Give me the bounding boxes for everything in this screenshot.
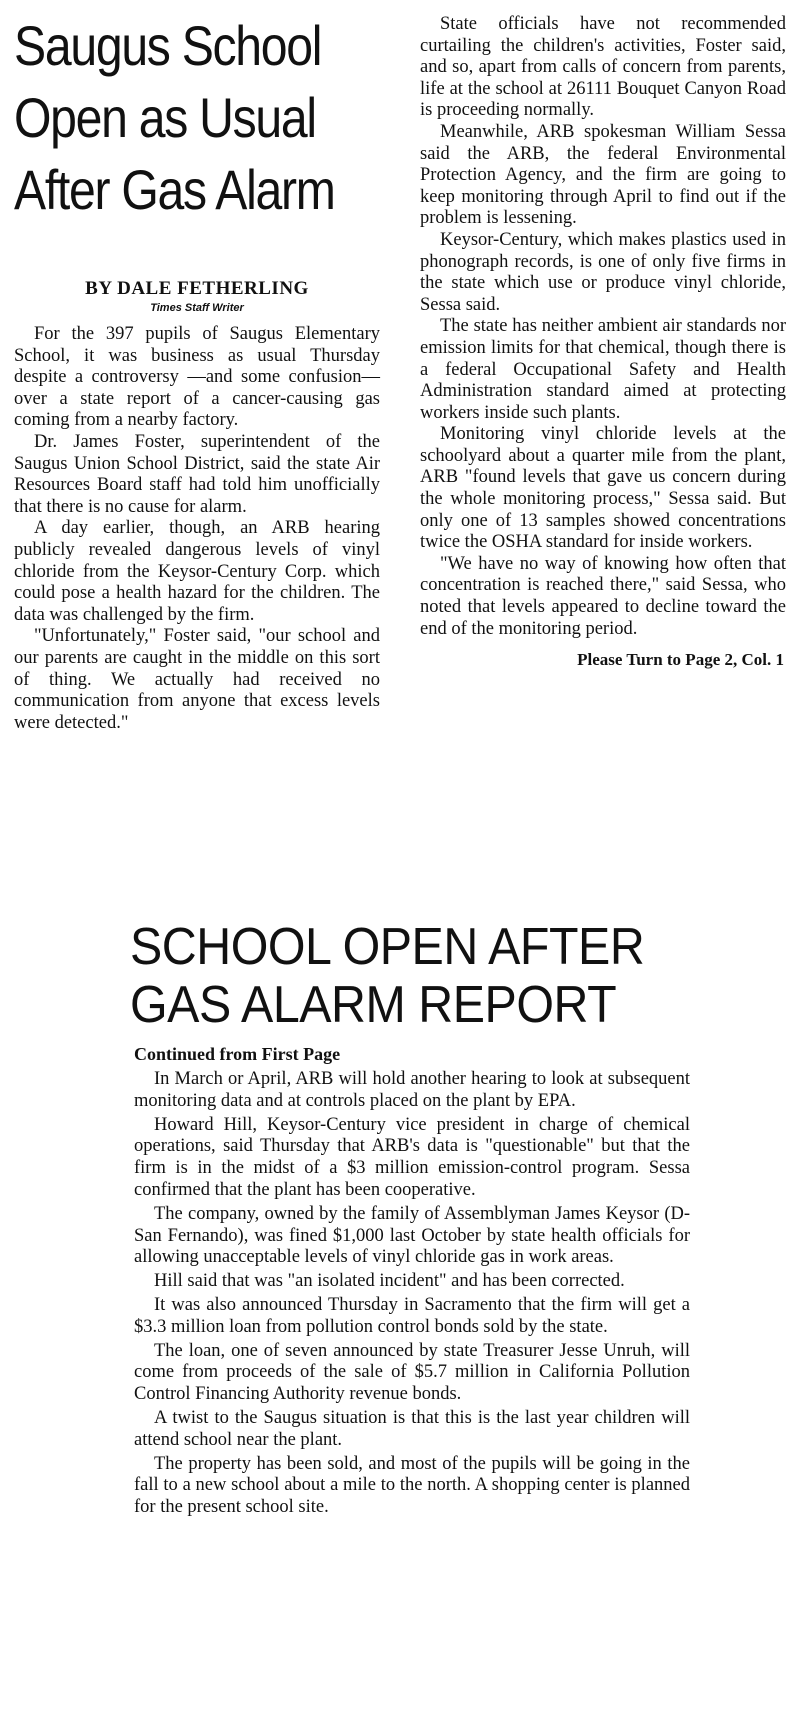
byline-title: Times Staff Writer bbox=[150, 302, 244, 314]
headline-line: After Gas Alarm bbox=[14, 158, 335, 221]
headline-line: Saugus School bbox=[14, 14, 322, 77]
left-column bbox=[14, 10, 380, 734]
headline-line: GAS ALARM REPORT bbox=[130, 976, 617, 1034]
paragraph: "Unfortunately," Foster said, "our school and our parents are caught in the middle on this sort of thing. We actually had received no communication from anyone that excess levels were detected." bbox=[14, 626, 380, 733]
paragraph: Howard Hill, Keysor-Century vice president in charge of chemical operations, said Thursday that ARB's data is "questionable" but that the firm is in the midst of a $3 million emission-control program. Sessa confirmed that the plant has been cooperative. bbox=[134, 1114, 690, 1200]
right-body bbox=[420, 14, 786, 640]
jump-line: Please Turn to Page 2, Col. 1 bbox=[577, 650, 784, 670]
continued-label: Continued from First Page bbox=[134, 1044, 341, 1064]
paragraph: Dr. James Foster, superintendent of the Saugus Union School District, said the state Air Resources Board staff had told him unofficially that there is no cause for alarm. bbox=[14, 431, 380, 517]
headline-line: Open as Usual bbox=[14, 86, 316, 149]
paragraph: "We have no way of knowing how often that concentration is reached there," said Sessa, who noted that levels appeared to decline toward the end of the monitoring period. bbox=[420, 553, 786, 639]
continuation-headline bbox=[130, 918, 651, 1034]
paragraph: Keysor-Century, which makes plastics used in phonograph records, is one of only five firms in the state which use or produce vinyl chloride, Sessa said. bbox=[420, 229, 786, 315]
continuation-section bbox=[130, 918, 690, 1519]
paragraph: In March or April, ARB will hold another hearing to look at subsequent monitoring data and at controls placed on the plant by EPA. bbox=[134, 1069, 690, 1111]
paragraph: Hill said that was "an isolated incident" and has been corrected. bbox=[154, 1271, 625, 1292]
right-column bbox=[420, 14, 786, 670]
paragraph: A day earlier, though, an ARB hearing publicly revealed dangerous levels of vinyl chloride from the Keysor-Century Corp. which could pose a health hazard for the children. The data was challenged by the firm. bbox=[14, 518, 380, 625]
paragraph: Monitoring vinyl chloride levels at the schoolyard about a quarter mile from the plant, ARB "found levels that gave us concern during the whole monitoring process," Sessa said. But only one of 13 samples showed concentrations twice the OSHA standard for inside workers. bbox=[420, 424, 786, 553]
left-body bbox=[14, 324, 380, 734]
paragraph: The loan, one of seven announced by state Treasurer Jesse Unruh, will come from proceeds of the sale of $5.7 million in California Pollution Control Financing Authority revenue bonds. bbox=[134, 1340, 690, 1405]
continuation-body bbox=[134, 1069, 690, 1519]
paragraph: A twist to the Saugus situation is that this is the last year children will attend school near the plant. bbox=[134, 1407, 690, 1450]
main-headline bbox=[14, 10, 335, 226]
paragraph: It was also announced Thursday in Sacramento that the firm will get a $3.3 million loan from pollution control bonds sold by the state. bbox=[134, 1294, 690, 1337]
paragraph: State officials have not recommended curtailing the children's activities, Foster said, and so, apart from calls of concern from parents, life at the school at 26111 Bouquet Canyon Road is proceeding normally. bbox=[420, 14, 786, 121]
paragraph: Meanwhile, ARB spokesman William Sessa said the ARB, the federal Environmental Protection Agency, and the firm are going to keep monitoring through April to find out if the problem is lessening. bbox=[420, 121, 786, 229]
headline-line: SCHOOL OPEN AFTER bbox=[130, 918, 645, 976]
paragraph: For the 397 pupils of Saugus Elementary School, it was business as usual Thursday despite a controversy —and some confusion—over a state report of a cancer-causing gas coming from a nearby factory. bbox=[14, 324, 380, 431]
paragraph: The state has neither ambient air standards nor emission limits for that chemical, though there is a federal Occupational Safety and Health Administration standard aimed at protecting workers inside such plants. bbox=[420, 316, 786, 423]
byline: BY DALE FETHERLING bbox=[85, 278, 309, 299]
paragraph: The company, owned by the family of Assemblyman James Keysor (D-San Fernando), was fined $1,000 last October by state health officials for allowing unacceptable levels of vinyl chloride gas in work areas. bbox=[134, 1203, 690, 1268]
paragraph: The property has been sold, and most of the pupils will be going in the fall to a new school about a mile to the north. A shopping center is planned for the present school site. bbox=[134, 1453, 690, 1518]
